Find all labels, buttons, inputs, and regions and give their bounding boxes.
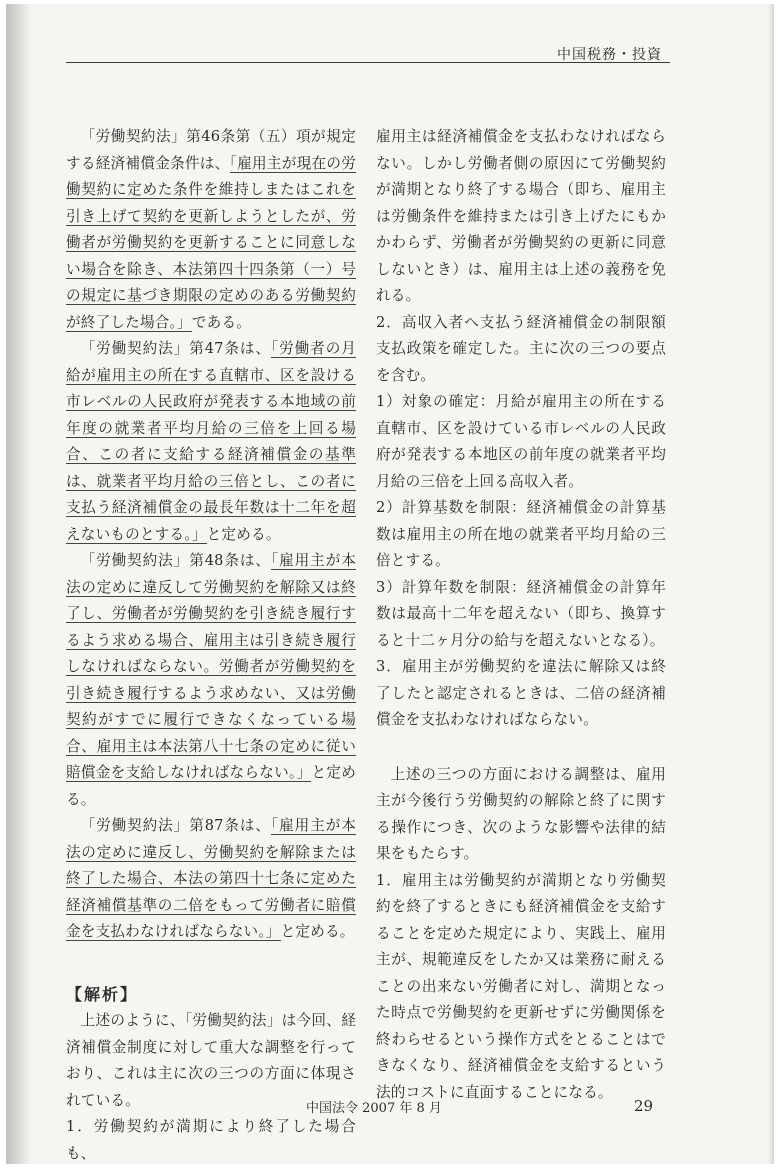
paragraph-article-48: 「労働契約法」第48条は、「雇用主が本法の定めに違反して労働契約を解除又は終了し、労働者が労働契約を引き続き履行するよう求める場合、雇用主は引き続き履行しなければならない。労働者が労働契約を引き続き履行するよう求めない、又は労働契約がすでに履行できなくなっている場合、雇用主は本法第八十七条の定めに従い賠償金を支給しなければならない。」と定める。 xyxy=(66,552,356,808)
magazine-page xyxy=(6,4,774,1164)
underlined-quote: 「雇用主が現在の労働契約に定めた条件を維持しまたはこれを引き上げて契約を更新しようとしたが、労働者が労働契約を更新することに同意しない場合を除き、本法第四十四条第（一）号の規定に基づき期限の定めのある労働契約が終了した場合。」 xyxy=(66,154,356,331)
section-heading: 【解析】 xyxy=(66,984,139,1004)
underlined-quote: 「雇用主が本法の定めに違反し、労働契約を解除または終了した場合、本法の第四十七条に定めた経済補償基準の二倍をもって労働者に賠償金を支払わなければならない。」 xyxy=(66,817,356,940)
paragraph-point-1-start: 1．労働契約が満期により終了した場合も、 xyxy=(66,1118,356,1162)
paragraph-article-47: 「労働契約法」第47条は、「労働者の月給が雇用主の所在する直轄市、区を設ける市レベルの人民政府が発表する本地域の前年度の就業者平均月給の三倍を上回る場合、この者に支給する経済補償金の基準は、就業者平均月給の三倍とし、この者に支払う経済補償金の最長年数は十二年を超えないものとする。」と定める。 xyxy=(66,340,356,543)
underlined-quote: 「労働者の月給が雇用主の所在する直轄市、区を設ける市レベルの人民政府が発表する本地域の前年度の就業者平均月給の三倍を上回る場合、この者に支給する経済補償金の基準は、就業者平均月給の三倍とし、この者に支払う経済補償金の最長年数は十二年を超えないものとする。」 xyxy=(66,340,356,543)
footer-source: 中国法令 2007 年 8 月 xyxy=(306,1101,442,1116)
paragraph-point-2: 2．高収入者へ支払う経済補償金の制限額支払政策を確定した。主に次の三つの要点を含む。 xyxy=(376,313,666,384)
right-column xyxy=(376,124,666,1106)
paragraph-analysis-intro: 上述のように、「労働契約法」は今回、経済補償金制度に対して重大な調整を行っており、これは主に次の三つの方面に体現されている。 xyxy=(66,1012,356,1109)
left-column xyxy=(66,124,356,1167)
paragraph-effect-1: 1．雇用主は労働契約が満期となり労働契約を終了するときにも経済補償金を支給することを定めた規定により、実践上、雇用主が、規範違反をしたか又は業務に耐えることの出来ない労働者に対し、満期となった時点で労働契約を更新せずに労働関係を終わらせるという操作方式をとることはできなくなり、経済補償金を支給するという法的コストに直面することになる。 xyxy=(376,871,666,1101)
header-rule xyxy=(66,62,670,63)
spacer xyxy=(376,734,666,762)
paragraph-point-2-3: 3）計算年数を制限：経済補償金の計算年数は最高十二年を超えない（即ち、換算すると十二ヶ月分の給与を超えないとなる）。 xyxy=(376,578,666,649)
page-number: 29 xyxy=(634,1097,654,1115)
paragraph-article-87: 「労働契約法」第87条は、「雇用主が本法の定めに違反し、労働契約を解除または終了した場合、本法の第四十七条に定めた経済補償基準の二倍をもって労働者に賠償金を支払わなければならない。」と定める。 xyxy=(66,817,356,940)
paragraph-point-2-2: 2）計算基数を制限：経済補償金の計算基数は雇用主の所在地の就業者平均月給の三倍とする。 xyxy=(376,499,666,569)
underlined-quote: 「雇用主が本法の定めに違反して労働契約を解除又は終了し、労働者が労働契約を引き続き履行するよう求める場合、雇用主は引き続き履行しなければならない。労働者が労働契約を引き続き履行するよう求めない、又は労働契約がすでに履行できなくなっている場合、雇用主は本法第八十七条の定めに従い賠償金を支給しなければならない。」 xyxy=(66,552,356,781)
running-header: 中国税務・投資 xyxy=(557,47,662,63)
paragraph-effects-intro: 上述の三つの方面における調整は、雇用主が今後行う労働契約の解除と終了に関する操作につき、次のような影響や法律的結果をもたらす。 xyxy=(376,765,666,862)
paragraph-point-2-1: 1）対象の確定：月給が雇用主の所在する直轄市、区を設けている市レベルの人民政府が発表する本地区の前年度の就業者平均月給の三倍を上回る高収入者。 xyxy=(376,393,666,490)
paragraph-point-3: 3．雇用主が労働契約を違法に解除又は終了したと認定されるときは、二倍の経済補償金を支払わなければならない。 xyxy=(376,658,666,728)
paragraph-article-46: 「労働契約法」第46条第（五）項が規定する経済補償金条件は、「雇用主が現在の労働契約に定めた条件を維持しまたはこれを引き上げて契約を更新しようとしたが、労働者が労働契約を更新することに同意しない場合を除き、本法第四十四条第（一）号の規定に基づき期限の定めのある労働契約が終了した場合。」である。 xyxy=(66,128,356,331)
page-edge-shadow xyxy=(768,4,774,1164)
binding-shadow xyxy=(6,4,32,1164)
paragraph-point-1-cont: 雇用主は経済補償金を支払わなければならない。しかし労働者側の原因にて労働契約が満期となり終了する場合（即ち、雇用主は労働条件を維持または引き上げたにもかかわらず、労働者が労働契約の更新に同意しないとき）は、雇用主は上述の義務を免れる。 xyxy=(376,128,666,304)
